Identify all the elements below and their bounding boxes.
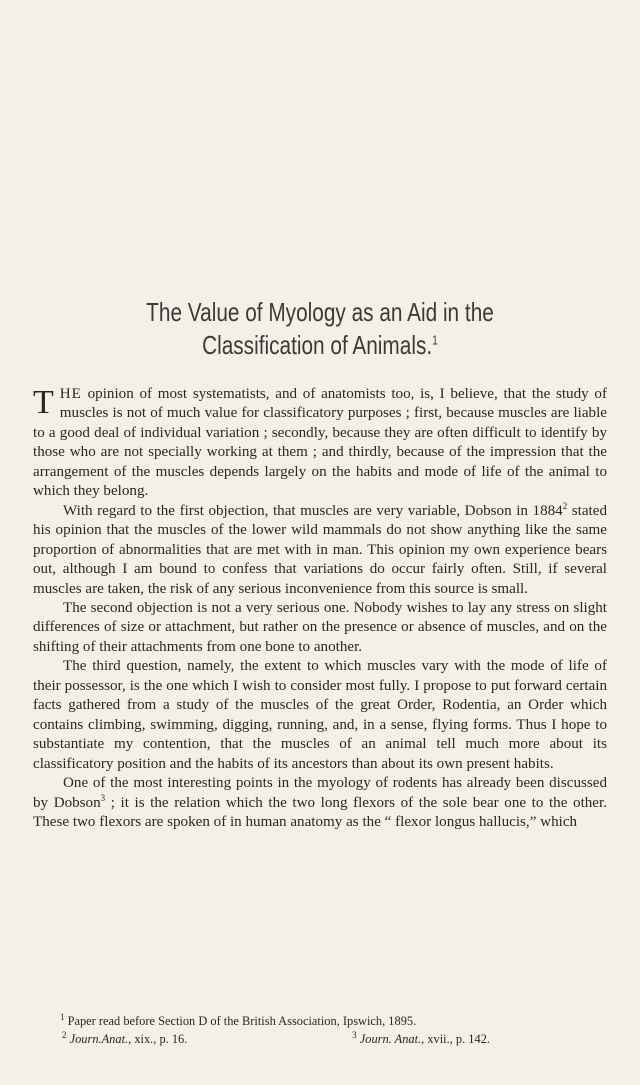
footnote-3-marker: 3 — [352, 1029, 357, 1040]
footnote-2 — [62, 1030, 187, 1048]
title-line-2 — [64, 329, 576, 362]
footnote-1-marker: 1 — [60, 1011, 65, 1022]
title-footnote-marker: 1 — [432, 332, 438, 348]
footnote-3 — [352, 1030, 490, 1048]
footnote-row-2 — [60, 1030, 580, 1048]
footnotes — [60, 1012, 580, 1048]
opening-smallcaps: HE — [59, 386, 82, 402]
footnote-ref-2: 2 — [562, 500, 568, 511]
paragraph-1 — [33, 385, 607, 502]
paragraph-1-text: opinion of most systematists, and of anatomists too, is, I believe, that the study of muscles is not of much value for classificatory purposes ; first, because muscles are liable to a good deal of individual variation ; secondly, because they are often difficult to identify by those who are not specially working at them ; and thirdly, because of the impression that the arrangement of the muscles depends largely on the habits and mode of life of the animal to which they belong. — [33, 386, 607, 500]
paragraph-4: The third question, namely, the extent to which muscles vary with the mode of life of their possessor, is the one which I wish to consider most fully. I propose to put forward certain facts gathered from a study of the muscles of the great Order, Rodentia, an Order which contains climbing, swimming, digging, running, and, in a sense, flying forms. Thus I hope to substantiate my contention, that the muscles of an animal tell much more about its classificatory position and the habits of its ancestors than about its own present habits. — [33, 658, 607, 772]
title-line-2-text: Classification of Animals. — [202, 330, 433, 360]
title-line-1: The Value of Myology as an Aid in the — [146, 297, 494, 327]
footnote-3-text: , xvii., p. 142. — [421, 1032, 490, 1046]
article-title — [64, 296, 576, 362]
paragraph-5-text-b: ; it is the relation which the two long flexors of the sole bear one to the other. These two flexors are spoken of in human anatomy as the “ flexor longus hallucis,” which — [33, 794, 607, 830]
footnote-2-marker: 2 — [62, 1029, 67, 1040]
footnote-2-text: , xix., p. 16. — [128, 1032, 188, 1046]
paragraph-2 — [33, 502, 607, 599]
paragraph-2-text-b: stated his opinion that the muscles of the lower wild mammals do not show anything like the same proportion of abnormalities that are met with in man. This opinion my own experience bears out, although I am bound to confess that variations do occur fairly often. Still, if several muscles are taken, the risk of any serious inconvenience from this source is small. — [33, 502, 607, 597]
footnote-1-text: Paper read before Section D of the British Association, Ipswich, 1895. — [64, 1014, 417, 1028]
paragraph-2-text-a: With regard to the first objection, that muscles are very variable, Dobson in 1884 — [63, 502, 563, 519]
footnote-2-journal: Journ.Anat. — [69, 1032, 129, 1046]
paragraph-5 — [33, 774, 607, 832]
paragraph-3: The second objection is not a very serious one. Nobody wishes to lay any stress on slight differences of size or attachment, but rather on the presence or absence of muscles, and on the shifting of their attachments from one bone to another. — [33, 599, 607, 655]
footnote-1 — [60, 1012, 580, 1030]
paragraph-5-text-a: One of the most interesting points in the myology of rodents has already been discussed by Dobson — [33, 775, 607, 811]
article-body — [33, 385, 607, 832]
footnote-ref-3: 3 — [100, 792, 106, 803]
drop-cap: T — [33, 384, 54, 421]
footnote-3-journal: Journ. Anat. — [359, 1032, 422, 1046]
